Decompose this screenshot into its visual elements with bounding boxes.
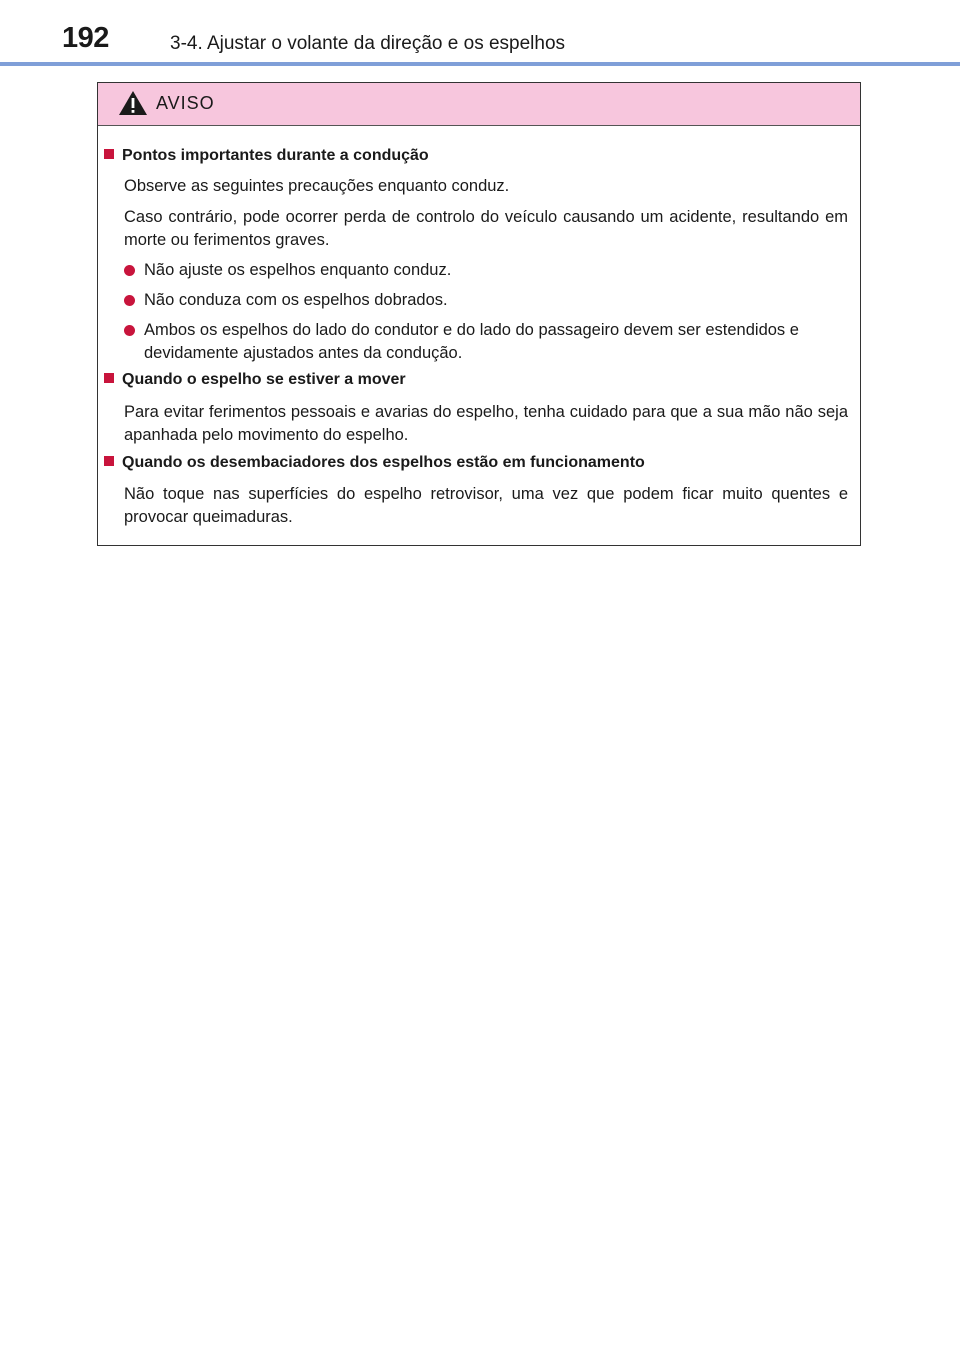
section-heading-text: Quando os desembaciadores dos espelhos estão em funcionamento: [122, 454, 645, 471]
square-bullet-icon: [104, 149, 114, 159]
section-title: 3-4. Ajustar o volante da direção e os espelhos: [170, 33, 566, 54]
page-header: [0, 0, 960, 66]
header-divider: [0, 62, 960, 66]
section-heading: [104, 371, 406, 389]
section-heading-text: Quando o espelho se estiver a mover: [122, 371, 406, 388]
page-number: 192: [62, 22, 109, 54]
warning-triangle-icon: [118, 90, 148, 116]
list-item-text: Ambos os espelhos do lado do condutor e do lado do passageiro devem ser estendidos e devidamente ajustados antes da condução.: [144, 321, 799, 362]
list-item: [124, 259, 854, 282]
round-bullet-icon: [124, 265, 135, 276]
paragraph: Não toque nas superfícies do espelho retrovisor, uma vez que podem ficar muito quentes e provocar queimaduras.: [124, 485, 848, 526]
square-bullet-icon: [104, 456, 114, 466]
round-bullet-icon: [124, 295, 135, 306]
section-heading-text: Pontos importantes durante a condução: [122, 147, 429, 164]
warning-title: AVISO: [156, 93, 215, 113]
list-item: [124, 289, 854, 312]
list-item: [124, 319, 854, 365]
round-bullet-icon: [124, 325, 135, 336]
list-item-text: Não ajuste os espelhos enquanto conduz.: [144, 261, 452, 279]
warning-box: [97, 82, 861, 546]
list-item-text: Não conduza com os espelhos dobrados.: [144, 291, 448, 309]
paragraph: Caso contrário, pode ocorrer perda de controlo do veículo causando um acidente, resultando em morte ou ferimentos graves.: [124, 208, 848, 249]
section-heading: [104, 147, 429, 165]
paragraph: Para evitar ferimentos pessoais e avarias do espelho, tenha cuidado para que a sua mão não seja apanhada pelo movimento do espelho.: [124, 403, 848, 444]
warning-title-bar: [98, 83, 860, 126]
square-bullet-icon: [104, 373, 114, 383]
section-heading: [104, 454, 645, 472]
paragraph: Observe as seguintes precauções enquanto conduz.: [124, 177, 510, 195]
